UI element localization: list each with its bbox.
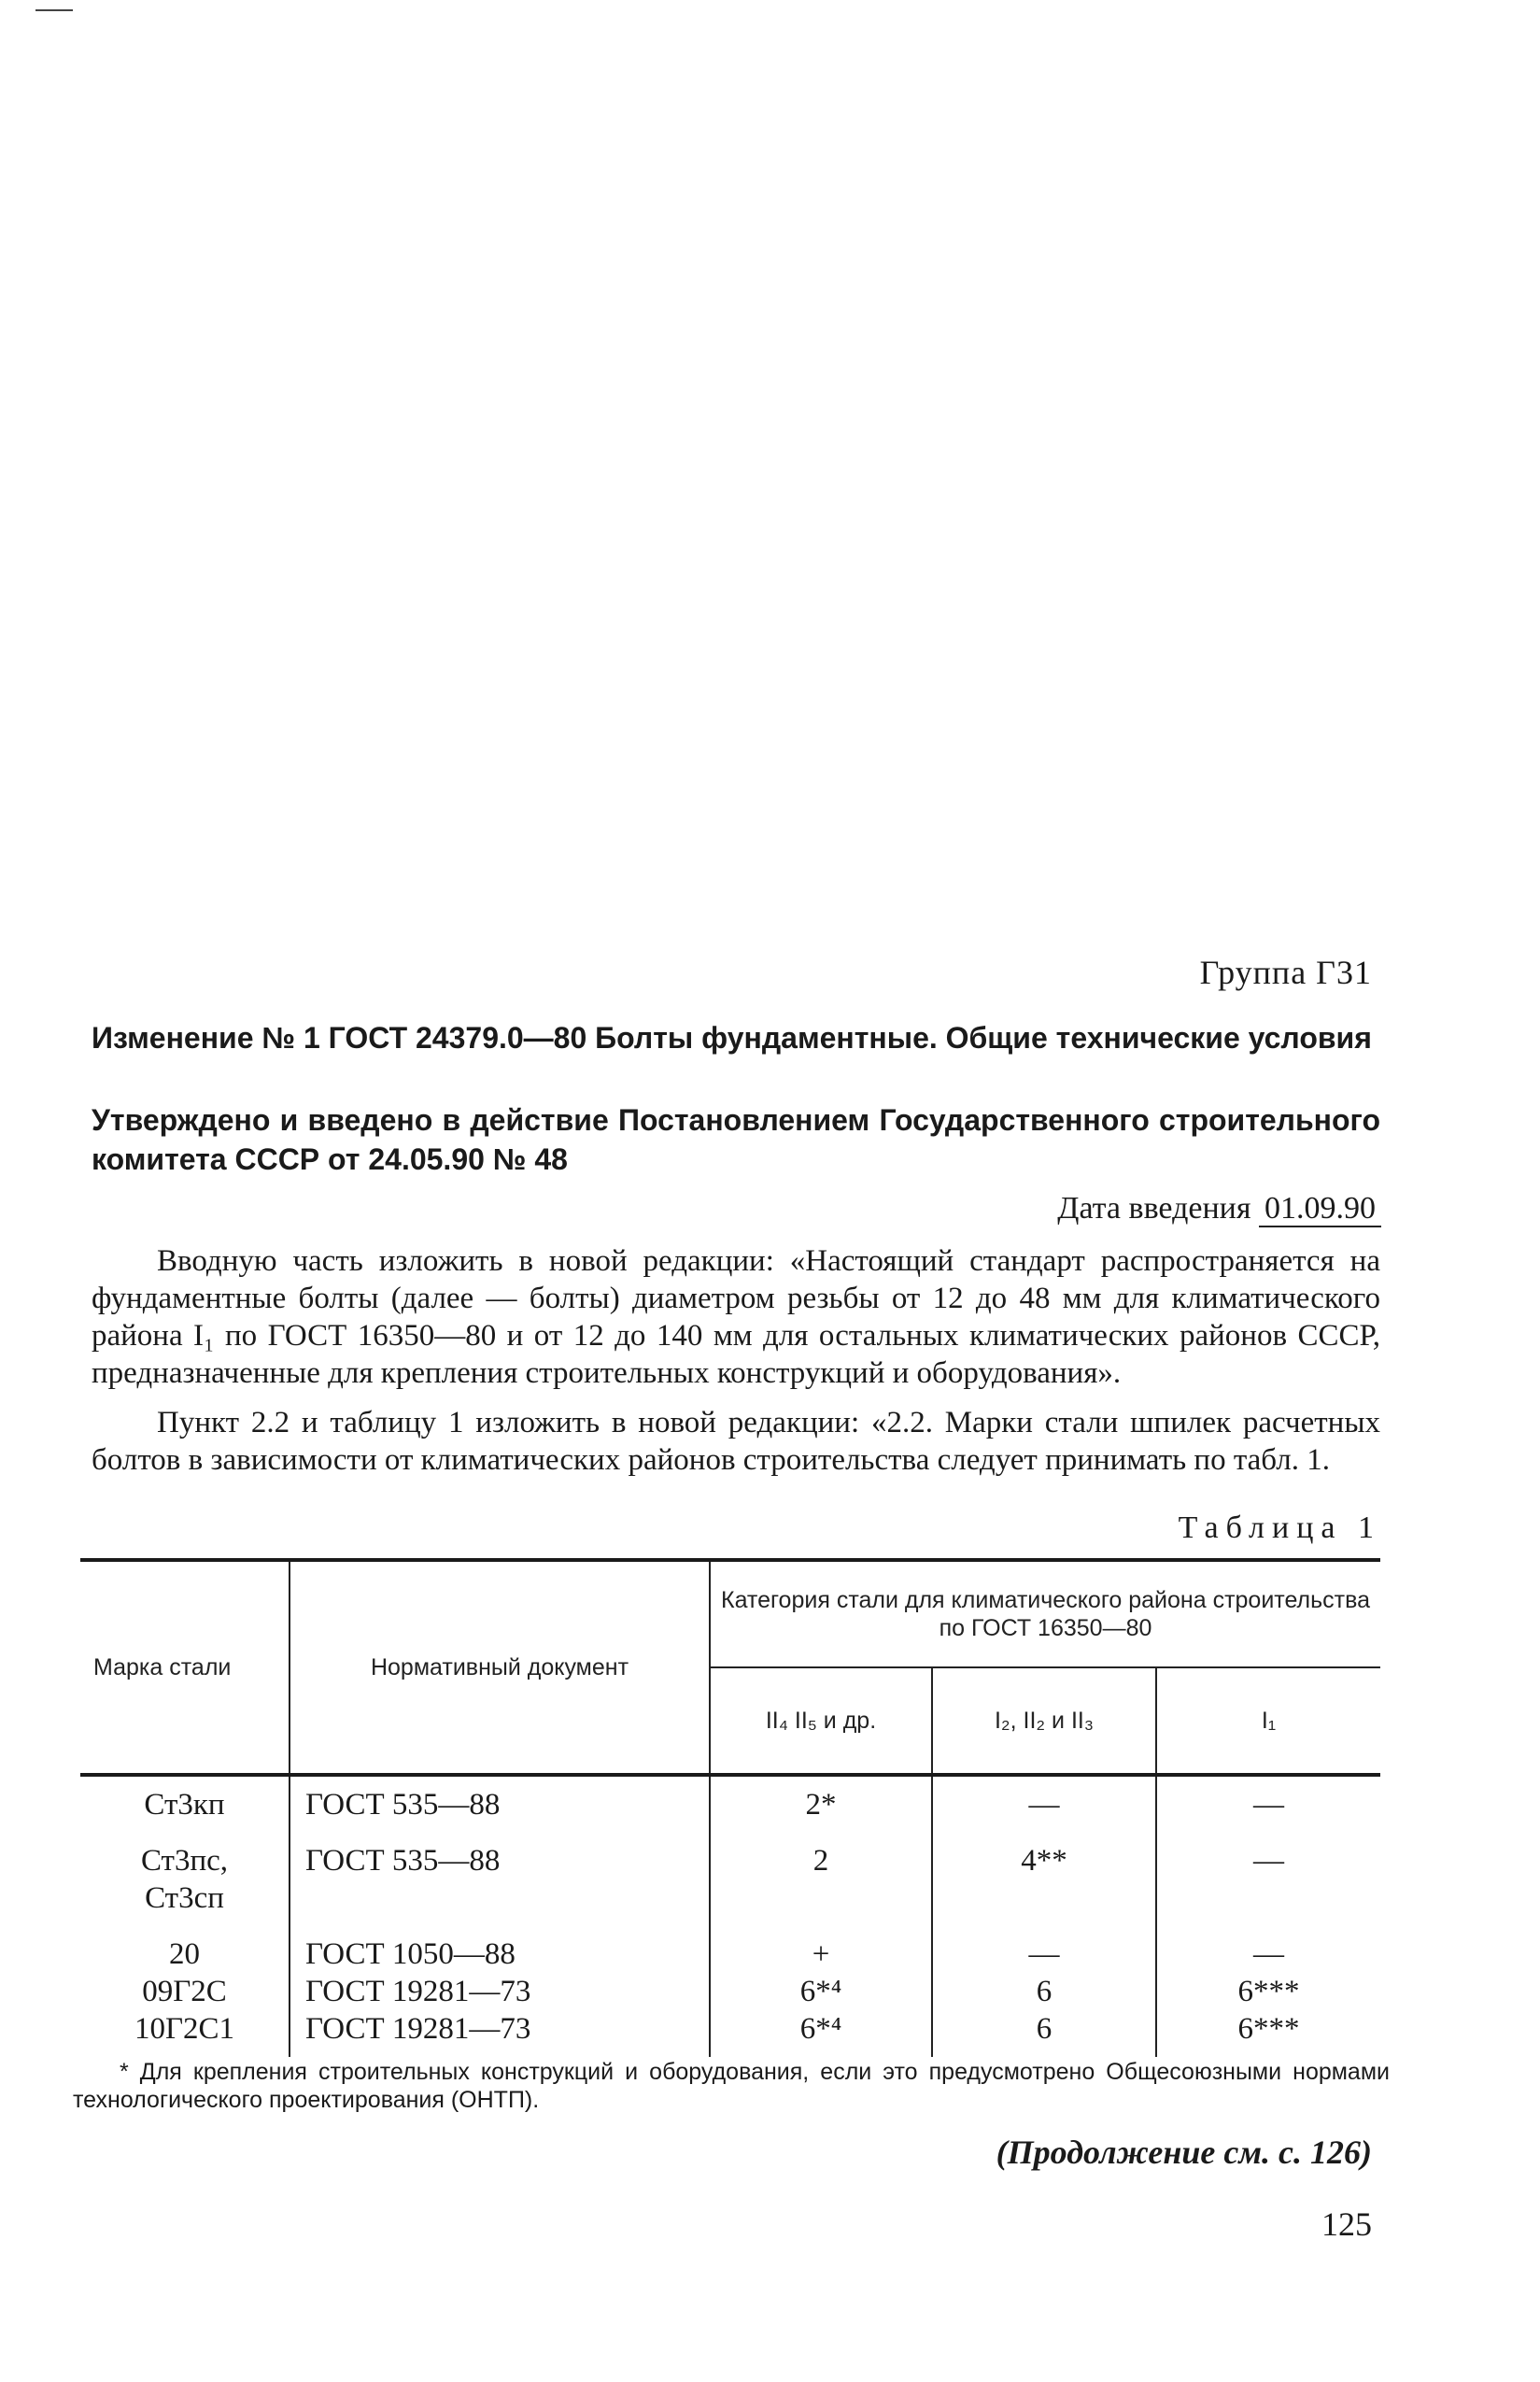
change-title: Изменение № 1 ГОСТ 24379.0—80 Болты фундаментные. Общие технические условия bbox=[92, 1021, 1372, 1055]
cell-line: + bbox=[812, 1937, 830, 1971]
cell-line: 6 bbox=[1036, 2012, 1053, 2046]
corner-mark bbox=[35, 9, 73, 11]
cell-line: ГОСТ 535—88 bbox=[305, 1844, 501, 1878]
cell-line: ГОСТ 1050—88 bbox=[305, 1937, 516, 1971]
introduction-date bbox=[1057, 1191, 1381, 1226]
header-normative-document: Нормативный документ bbox=[290, 1560, 710, 1775]
header-category-1: II₄ II₅ и др. bbox=[710, 1667, 932, 1775]
cell-line: ГОСТ 535—88 bbox=[305, 1788, 501, 1822]
cell-line: — bbox=[1028, 1788, 1060, 1822]
cell-line: Ст3кп bbox=[144, 1788, 225, 1822]
cell-line: — bbox=[1253, 1937, 1284, 1971]
cell-line: Ст3сп bbox=[145, 1881, 224, 1915]
approval-statement: Утверждено и введено в действие Постановлением Государственного строительного комитета СССР от 24.05.90 № 48 bbox=[92, 1103, 1380, 1176]
cell-line: 4** bbox=[1021, 1844, 1067, 1878]
cell-normative-document bbox=[290, 1775, 710, 1833]
header-category-3: I₁ bbox=[1156, 1667, 1380, 1775]
cell-line: 2 bbox=[812, 1844, 829, 1878]
cell-category-3 bbox=[1156, 1926, 1380, 2057]
cell-steel-grade bbox=[80, 1775, 290, 1833]
date-value: 01.09.90 bbox=[1259, 1191, 1381, 1227]
cell-line: 09Г2С bbox=[142, 1975, 227, 2008]
table-body bbox=[80, 1775, 1380, 2057]
cell-category-3 bbox=[1156, 1833, 1380, 1926]
cell-line: 20 bbox=[169, 1937, 200, 1971]
cell-line: — bbox=[1253, 1844, 1284, 1878]
cell-line: 6*** bbox=[1237, 2012, 1300, 2046]
cell-category-2 bbox=[932, 1926, 1156, 2057]
page-number: 125 bbox=[1321, 2205, 1372, 2243]
cell-line: 6*** bbox=[1237, 1975, 1300, 2008]
table-row bbox=[80, 1833, 1380, 1926]
cell-category-1 bbox=[710, 1833, 932, 1926]
cell-normative-document bbox=[290, 1926, 710, 2057]
cell-line: 6 bbox=[1036, 1975, 1053, 2008]
cell-steel-grade bbox=[80, 1926, 290, 2057]
header-category-2: I₂, II₂ и II₃ bbox=[932, 1667, 1156, 1775]
cell-line: — bbox=[1028, 1937, 1060, 1971]
cell-line: 6*⁴ bbox=[799, 2012, 842, 2046]
cell-line: Ст3пс, bbox=[140, 1844, 229, 1878]
table-row bbox=[80, 1775, 1380, 1833]
footnote: * Для крепления строительных конструкций и оборудования, если это предусмотрено Общесоюзными нормами технологического проектирования (ОНТП). bbox=[73, 2059, 1390, 2113]
cell-steel-grade bbox=[80, 1833, 290, 1926]
cell-normative-document bbox=[290, 1833, 710, 1926]
cell-line: ГОСТ 19281—73 bbox=[305, 1975, 531, 2008]
continuation-note: (Продолжение см. с. 126) bbox=[996, 2134, 1372, 2171]
cell-line: ГОСТ 19281—73 bbox=[305, 2012, 531, 2046]
cell-line: 2* bbox=[805, 1788, 837, 1822]
cell-line: 10Г2С1 bbox=[134, 2012, 235, 2046]
paragraph-clause-2-2: Пункт 2.2 и таблицу 1 изложить в новой редакции: «2.2. Марки стали шпилек расчетных болтов в зависимости от климатических районов строительства следует принимать по табл. 1. bbox=[92, 1406, 1380, 1477]
group-label: Группа Г31 bbox=[1199, 954, 1372, 991]
cell-category-1 bbox=[710, 1926, 932, 2057]
header-steel-grade: Марка стали bbox=[80, 1560, 290, 1775]
table-label: Таблица 1 bbox=[1178, 1510, 1381, 1545]
paragraph-intro: Вводную часть изложить в новой редакции: «Настоящий стандарт распространяется на фундаментные болты (далее — болты) диаметром резьбы от 12 до 48 мм для климатического района I₁ по ГОСТ 16350—80 и от 12 до 140 мм для остальных климатических районов СССР, предназначенные для крепления строительных конструкций и оборудования». bbox=[92, 1244, 1380, 1390]
steel-grade-table bbox=[80, 1558, 1380, 2057]
cell-line: — bbox=[1253, 1788, 1284, 1822]
date-label: Дата введения bbox=[1057, 1191, 1251, 1226]
cell-category-3 bbox=[1156, 1775, 1380, 1833]
cell-line: 6*⁴ bbox=[799, 1975, 842, 2008]
table-row bbox=[80, 1926, 1380, 2057]
header-category-group: Категория стали для климатического района строительства по ГОСТ 16350—80 bbox=[710, 1560, 1380, 1667]
cell-category-2 bbox=[932, 1775, 1156, 1833]
cell-category-1 bbox=[710, 1775, 932, 1833]
cell-category-2 bbox=[932, 1833, 1156, 1926]
